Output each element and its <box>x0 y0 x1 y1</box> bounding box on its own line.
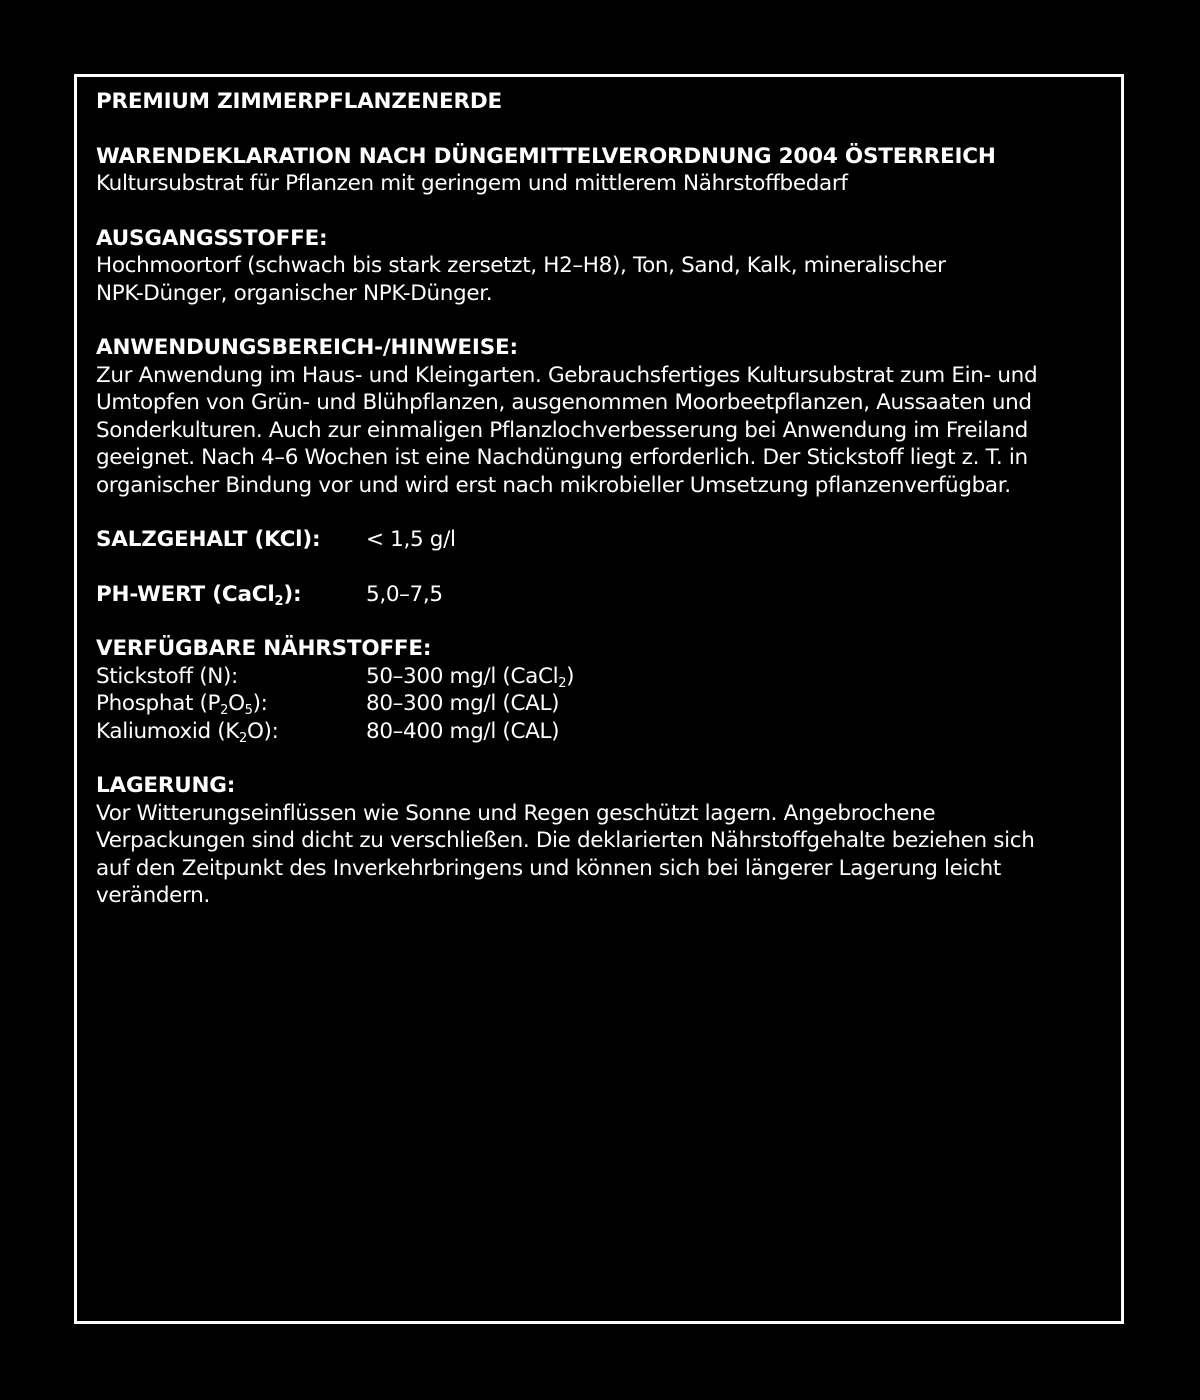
kalium-label: Kaliumoxid $(K_2O)$: <box>96 718 279 746</box>
ausgangsstoffe-line: Hochmoortorf (schwach bis stark zersetzt, H2–H8), Ton, Sand, Kalk, mineralischer <box>96 253 946 278</box>
label-content <box>96 88 1106 910</box>
stickstoff-label: Stickstoff (N): <box>96 663 238 689</box>
lagerung-line: auf den Zeitpunkt des Inverkehrbringens und können sich bei längerer Lagerung leicht <box>96 855 1002 881</box>
salzgehalt-label: SALZGEHALT (KCl): <box>96 527 321 552</box>
anwendung-line: Sonderkulturen. Auch zur einmaligen Pflanzlochverbesserung bei Anwendung im Freiland <box>96 417 1028 443</box>
lagerung-line: Vor Witterungseinflüssen wie Sonne und Regen geschützt lagern. Angebrochene <box>96 800 936 826</box>
anwendung-line: Umtopfen von Grün- und Blühpflanzen, ausgenommen Moorbeetpflanzen, Aussaaten und <box>96 390 1032 415</box>
lagerung-line: Verpackungen sind dicht zu verschließen. Die deklarierten Nährstoffgehalte beziehen sich <box>96 828 1035 853</box>
lagerung-line: verändern. <box>96 883 210 908</box>
nutrient-row-kalium <box>96 718 1106 746</box>
nutrient-row-stickstoff <box>96 663 1106 691</box>
anwendung-heading: ANWENDUNGSBEREICH-/HINWEISE: <box>96 335 518 360</box>
phosphat-value: 80–300 mg/l (CAL) <box>366 691 560 716</box>
lagerung-heading: LAGERUNG: <box>96 773 236 798</box>
ausgangsstoffe-line: NPK-Dünger, organischer NPK-Dünger. <box>96 280 493 306</box>
anwendung-line: geeignet. Nach 4–6 Wochen ist eine Nachdüngung erforderlich. Der Stickstoff liegt z. T. in <box>96 445 1028 470</box>
anwendung-line: organischer Bindung vor und wird erst nach mikrobieller Umsetzung pflanzenverfügbar. <box>96 472 1011 498</box>
naehrstoffe-heading: VERFÜGBARE NÄHRSTOFFE: <box>96 636 432 661</box>
stickstoff-value: 50–300 mg/l (CaCl$_2$) <box>366 663 575 691</box>
ph-label: PH-WERT (CaCl$_2$): <box>96 581 302 609</box>
ph-value: 5,0–7,5 <box>366 581 443 607</box>
anwendung-line: Zur Anwendung im Haus- und Kleingarten. Gebrauchsfertiges Kultursubstrat zum Ein- und <box>96 362 1038 388</box>
salzgehalt-row <box>96 526 1106 554</box>
kalium-value: 80–400 mg/l (CAL) <box>366 718 560 744</box>
product-title: PREMIUM ZIMMERPFLANZENERDE <box>96 89 502 114</box>
phosphat-label: Phosphat $(P_2O_5)$: <box>96 691 268 718</box>
ausgangsstoffe-heading: AUSGANGSSTOFFE: <box>96 225 328 251</box>
nutrient-row-phosphat <box>96 690 1106 718</box>
salzgehalt-value: < 1,5 g/l <box>366 527 456 552</box>
declaration-text: Kultursubstrat für Pflanzen mit geringem und mittlerem Nährstoffbedarf <box>96 171 848 196</box>
declaration-heading: WARENDEKLARATION NACH DÜNGEMITTELVERORDNUNG 2004 ÖSTERREICH <box>96 143 996 169</box>
ph-row <box>96 581 1106 609</box>
